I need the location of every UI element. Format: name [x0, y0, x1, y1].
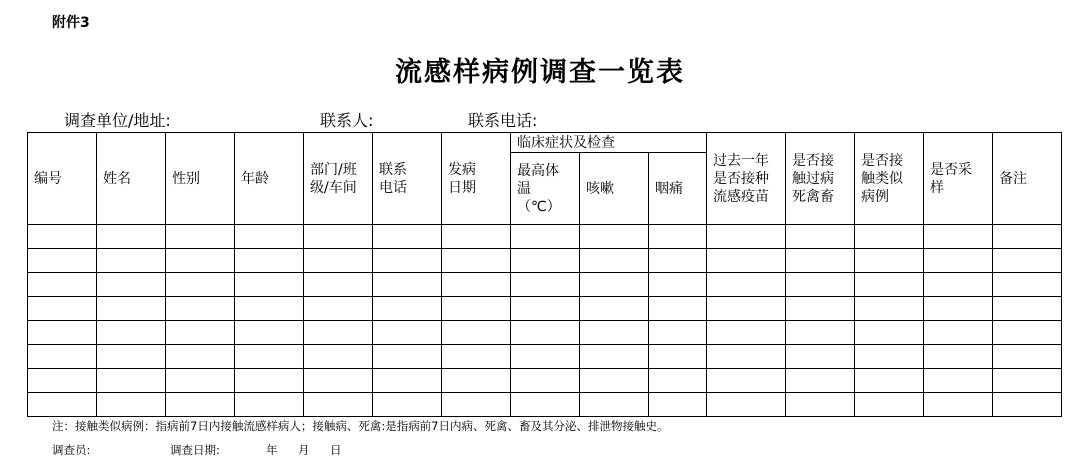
table-cell[interactable] [28, 273, 97, 297]
table-cell[interactable] [855, 297, 924, 321]
table-cell[interactable] [442, 225, 511, 249]
table-cell[interactable] [580, 297, 649, 321]
table-cell[interactable] [373, 393, 442, 417]
table-cell[interactable] [97, 249, 166, 273]
header-gender: 性别 [166, 133, 235, 225]
table-cell[interactable] [304, 393, 373, 417]
header-age: 年龄 [235, 133, 304, 225]
header-remarks: 备注 [993, 133, 1062, 225]
table-cell[interactable] [166, 273, 235, 297]
table-cell[interactable] [924, 225, 993, 249]
table-cell[interactable] [924, 249, 993, 273]
table-cell[interactable] [28, 297, 97, 321]
table-cell[interactable] [166, 249, 235, 273]
table-cell[interactable] [511, 225, 580, 249]
table-cell[interactable] [28, 321, 97, 345]
table-cell[interactable] [28, 249, 97, 273]
table-cell[interactable] [304, 249, 373, 273]
table-cell[interactable] [28, 393, 97, 417]
table-cell[interactable] [649, 225, 707, 249]
table-cell[interactable] [786, 393, 855, 417]
unit-address-label: 调查单位/地址: [64, 111, 171, 130]
table-cell[interactable] [166, 393, 235, 417]
footnote: 注：接触类似病例：指病前7日内接触流感样病人；接触病、死禽:是指病前7日内病、死禽、畜及其分泌、排泄物接触史。 [52, 419, 669, 433]
table-cell[interactable] [304, 345, 373, 369]
table-cell[interactable] [166, 345, 235, 369]
year-label: 年 [266, 443, 278, 457]
table-cell[interactable] [235, 369, 304, 393]
table-row [28, 393, 1062, 417]
table-row [28, 345, 1062, 369]
table-cell[interactable] [28, 345, 97, 369]
table-cell[interactable] [373, 345, 442, 369]
table-cell[interactable] [707, 321, 786, 345]
table-cell[interactable] [511, 345, 580, 369]
investigator-label: 调查员: [52, 443, 91, 457]
table-cell[interactable] [511, 273, 580, 297]
table-cell[interactable] [235, 273, 304, 297]
table-cell[interactable] [304, 297, 373, 321]
table-row [28, 249, 1062, 273]
table-cell[interactable] [855, 345, 924, 369]
header-row-1 [28, 133, 1062, 153]
table-cell[interactable] [580, 249, 649, 273]
table-cell[interactable] [649, 369, 707, 393]
table-cell[interactable] [580, 273, 649, 297]
table-cell[interactable] [707, 393, 786, 417]
table-cell[interactable] [511, 297, 580, 321]
table-row [28, 297, 1062, 321]
table-cell[interactable] [97, 321, 166, 345]
table-cell[interactable] [786, 249, 855, 273]
day-label: 日 [330, 443, 342, 457]
table-cell[interactable] [235, 345, 304, 369]
table-cell[interactable] [97, 225, 166, 249]
table-cell[interactable] [97, 369, 166, 393]
table-body [28, 225, 1062, 417]
table-cell[interactable] [924, 393, 993, 417]
table-cell[interactable] [511, 321, 580, 345]
table-cell[interactable] [707, 369, 786, 393]
table-cell[interactable] [786, 321, 855, 345]
table-cell[interactable] [580, 321, 649, 345]
header-cough: 咳嗽 [580, 153, 649, 225]
table-cell[interactable] [786, 345, 855, 369]
table-cell[interactable] [649, 393, 707, 417]
table-cell[interactable] [855, 369, 924, 393]
table-cell[interactable] [166, 225, 235, 249]
table-row [28, 369, 1062, 393]
table-cell[interactable] [786, 297, 855, 321]
header-department: 部门/班 级/车间 [304, 133, 373, 225]
header-onset-date: 发病 日期 [442, 133, 511, 225]
header-clinical-symptoms: 临床症状及检查 [511, 133, 707, 153]
table-cell[interactable] [442, 321, 511, 345]
table-cell[interactable] [235, 297, 304, 321]
table-cell[interactable] [235, 393, 304, 417]
header-flu-vaccinated: 过去一年 是否接种 流感疫苗 [707, 133, 786, 225]
header-poultry-contact: 是否接 触过病 死禽畜 [786, 133, 855, 225]
table-cell[interactable] [993, 345, 1062, 369]
table-cell[interactable] [786, 225, 855, 249]
table-row [28, 225, 1062, 249]
table-cell[interactable] [707, 297, 786, 321]
table-cell[interactable] [707, 249, 786, 273]
contact-phone-label: 联系电话: [468, 111, 538, 130]
header-contact-phone: 联系 电话 [373, 133, 442, 225]
table-cell[interactable] [442, 249, 511, 273]
contact-person-label: 联系人: [320, 111, 374, 130]
table-cell[interactable] [28, 225, 97, 249]
table-cell[interactable] [649, 345, 707, 369]
table-cell[interactable] [97, 297, 166, 321]
table-cell[interactable] [924, 297, 993, 321]
table-cell[interactable] [304, 225, 373, 249]
table-cell[interactable] [442, 345, 511, 369]
table-cell[interactable] [924, 273, 993, 297]
table-cell[interactable] [649, 249, 707, 273]
header-number: 编号 [28, 133, 97, 225]
table-row [28, 273, 1062, 297]
table-cell[interactable] [993, 393, 1062, 417]
survey-table [27, 132, 1062, 417]
table-cell[interactable] [235, 321, 304, 345]
table-cell[interactable] [511, 369, 580, 393]
table-cell[interactable] [786, 273, 855, 297]
header-sore-throat: 咽痛 [649, 153, 707, 225]
table-cell[interactable] [28, 369, 97, 393]
table-cell[interactable] [442, 273, 511, 297]
header-name: 姓名 [97, 133, 166, 225]
table-cell[interactable] [649, 273, 707, 297]
header-max-temperature: 最高体 温 （℃） [511, 153, 580, 225]
table-cell[interactable] [373, 369, 442, 393]
table-cell[interactable] [924, 321, 993, 345]
table-cell[interactable] [235, 249, 304, 273]
table-cell[interactable] [649, 297, 707, 321]
table-cell[interactable] [649, 321, 707, 345]
table-cell[interactable] [511, 393, 580, 417]
table-cell[interactable] [580, 369, 649, 393]
table-cell[interactable] [993, 273, 1062, 297]
table-cell[interactable] [786, 369, 855, 393]
table-cell[interactable] [993, 249, 1062, 273]
table-cell[interactable] [235, 225, 304, 249]
table-cell[interactable] [511, 249, 580, 273]
table-cell[interactable] [442, 369, 511, 393]
table-cell[interactable] [580, 345, 649, 369]
table-cell[interactable] [304, 273, 373, 297]
table-cell[interactable] [993, 297, 1062, 321]
table-cell[interactable] [855, 273, 924, 297]
table-cell[interactable] [304, 321, 373, 345]
header-sampled: 是否采 样 [924, 133, 993, 225]
table-cell[interactable] [304, 369, 373, 393]
table-cell[interactable] [580, 393, 649, 417]
table-cell[interactable] [855, 225, 924, 249]
table-cell[interactable] [993, 321, 1062, 345]
table-cell[interactable] [855, 249, 924, 273]
table-cell[interactable] [373, 225, 442, 249]
table-cell[interactable] [166, 321, 235, 345]
attachment-label: 附件3 [52, 15, 90, 31]
table-cell[interactable] [707, 225, 786, 249]
table-cell[interactable] [924, 369, 993, 393]
table-cell[interactable] [97, 345, 166, 369]
table-cell[interactable] [993, 225, 1062, 249]
survey-date-label: 调查日期: [170, 443, 220, 457]
table-cell[interactable] [97, 393, 166, 417]
table-cell[interactable] [707, 273, 786, 297]
table-row [28, 321, 1062, 345]
table-cell[interactable] [97, 273, 166, 297]
header-similar-case-contact: 是否接 触类似 病例 [855, 133, 924, 225]
table-cell[interactable] [993, 369, 1062, 393]
page-title: 流感样病例调查一览表 [395, 57, 685, 88]
table-cell[interactable] [442, 393, 511, 417]
table-cell[interactable] [373, 273, 442, 297]
month-label: 月 [298, 443, 310, 457]
table-cell[interactable] [924, 345, 993, 369]
table-cell[interactable] [373, 321, 442, 345]
table-cell[interactable] [442, 297, 511, 321]
table-cell[interactable] [373, 249, 442, 273]
table-cell[interactable] [855, 393, 924, 417]
table-cell[interactable] [707, 345, 786, 369]
table-cell[interactable] [166, 369, 235, 393]
table-cell[interactable] [855, 321, 924, 345]
table-cell[interactable] [373, 297, 442, 321]
table-cell[interactable] [166, 297, 235, 321]
table-cell[interactable] [580, 225, 649, 249]
